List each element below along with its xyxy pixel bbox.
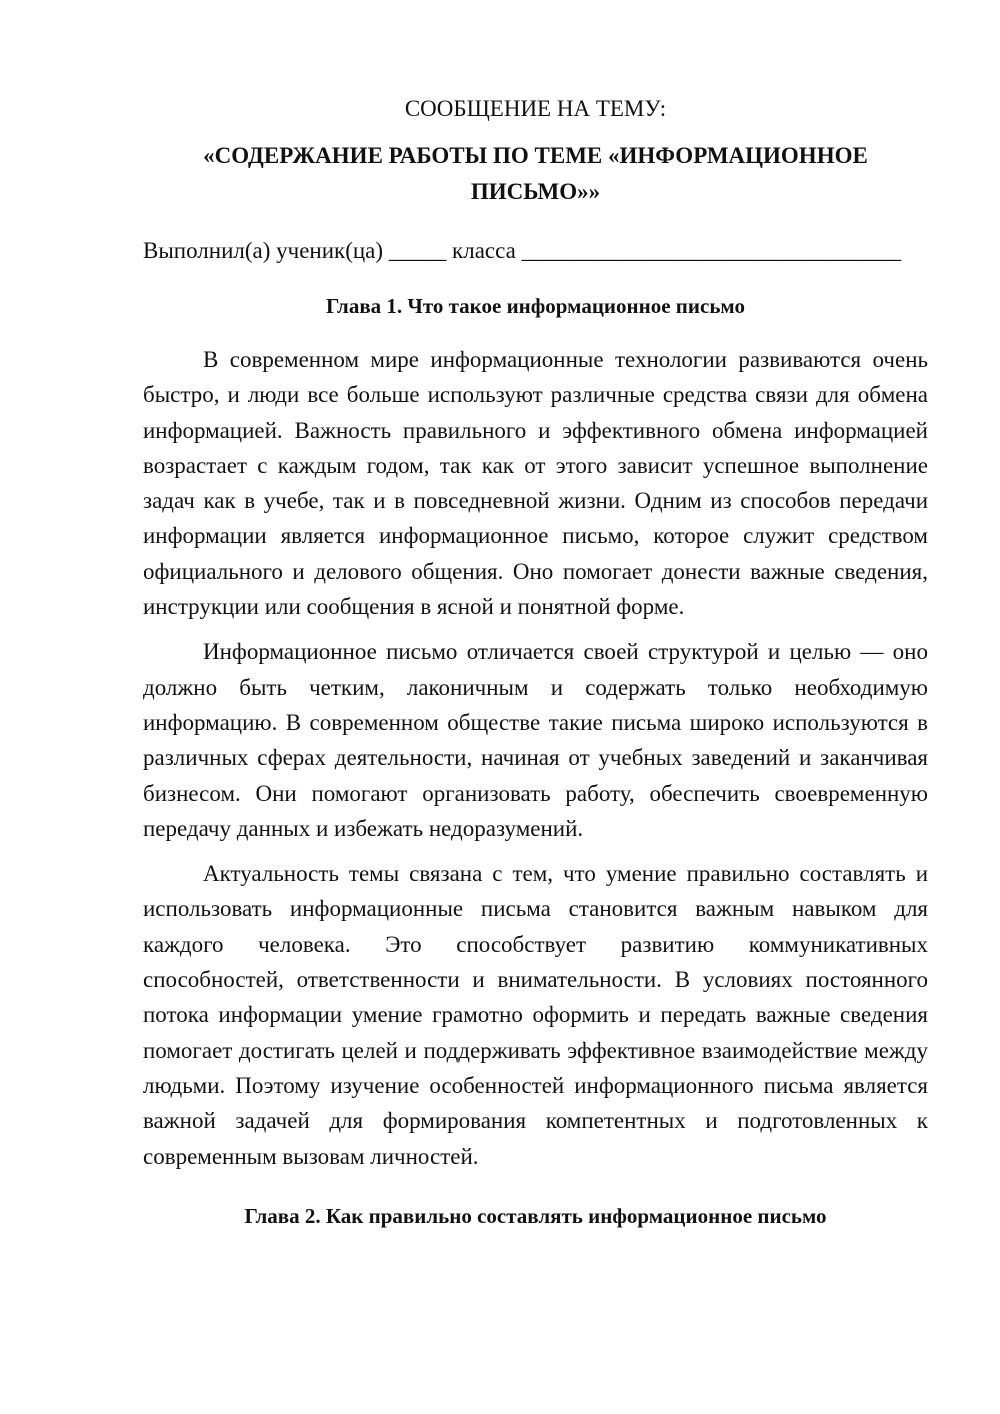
document-type-heading: СООБЩЕНИЕ НА ТЕМУ: (404, 96, 667, 121)
chapter-1-paragraph-1: В современном мире информационные технологии развиваются очень быстро, и люди все больше используют различные средства связи для обмена информацией. Важность правильного и эффективного обмена информацией возрастает с каждым годом, так как от этого зависит успешное выполнение задач как в учебе, так и в повседневной жизни. Одним из способов передачи информации является информационное письмо, которое служит средством официального и делового общения. Оно помогает донести важные сведения, инструкции или сообщения в ясной и понятной форме. (143, 347, 928, 620)
document-topic-title: «СОДЕРЖАНИЕ РАБОТЫ ПО ТЕМЕ «ИНФОРМАЦИОННОЕ ПИСЬМО»» (203, 143, 868, 204)
chapter-1-paragraph-3: Актуальность темы связана с тем, что умение правильно составлять и использовать информационные письма становится важным навыком для каждого человека. Это способствует развитию коммуникативных способностей, ответственности и внимательности. В условиях постоянного потока информации умение грамотно оформить и передать важные сведения помогает достигать целей и поддерживать эффективное взаимодействие между людьми. Поэтому изучение особенностей информационного письма является важной задачей для формирования компетентных и подготовленных к современным вызовам личностей. (143, 861, 928, 1169)
chapter-1-heading: Глава 1. Что такое информационное письмо (326, 294, 745, 318)
chapter-1-paragraph-2: Информационное письмо отличается своей структурой и целью — оно должно быть четким, лаконичным и содержать только необходимую информацию. В современном обществе такие письма широко используются в различных сферах деятельности, начиная от учебных заведений и заканчивая бизнесом. Они помогают организовать работу, обеспечить своевременную передачу данных и избежать недоразумений. (143, 639, 928, 841)
student-info-line: Выполнил(а) ученик(ца) _____ класса _________________________________ (143, 238, 902, 263)
document-page (143, 92, 928, 1232)
chapter-2-heading: Глава 2. Как правильно составлять информационное письмо (244, 1203, 827, 1228)
